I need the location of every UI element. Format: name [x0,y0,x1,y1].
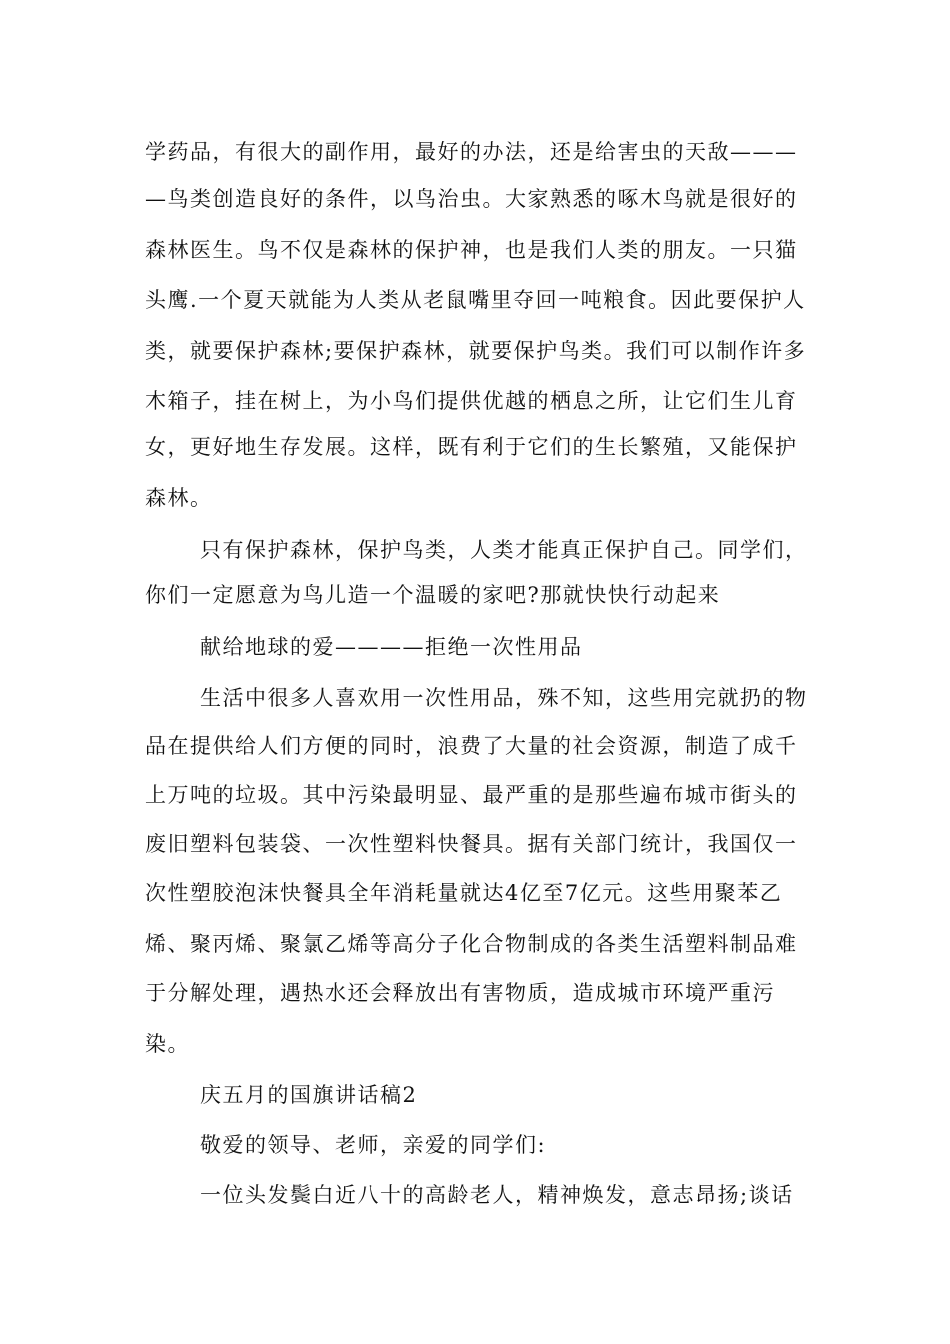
body-text-line: —鸟类创造良好的条件，以鸟治虫。大家熟悉的啄木鸟就是很好的 [145,187,798,211]
paragraph-first-line: 一位头发鬓白近八十的高龄老人，精神焕发，意志昂扬;谈话 [200,1183,794,1207]
body-text-line: 于分解处理，遇热水还会释放出有害物质，造成城市环境严重污 [145,981,775,1005]
body-text-line: 类，就要保护森林;要保护森林，就要保护鸟类。我们可以制作许多 [145,339,807,363]
body-text-line: 上万吨的垃圾。其中污染最明显、最严重的是那些遍布城市街头的 [145,783,798,807]
body-text-line: 烯、聚丙烯、聚氯乙烯等高分子化合物制成的各类生活塑料制品难 [145,932,798,956]
speech-title: 庆五月的国旗讲话稿2 [200,1083,418,1107]
body-text-line: 女，更好地生存发展。这样，既有利于它们的生长繁殖，又能保护 [145,435,798,459]
paragraph-first-line: 只有保护森林，保护鸟类，人类才能真正保护自己。同学们， [200,538,808,562]
body-text-line: 学药品，有很大的副作用，最好的办法，还是给害虫的天敌——— [145,140,798,164]
salutation: 敬爱的领导、老师，亲爱的同学们: [200,1133,547,1157]
body-text-line: 森林医生。鸟不仅是森林的保护神，也是我们人类的朋友。一只猫 [145,238,798,262]
body-text-line: 你们一定愿意为鸟儿造一个温暖的家吧?那就快快行动起来 [145,583,721,607]
body-text-line: 森林。 [145,486,213,510]
section-heading: 献给地球的爱————拒绝一次性用品 [200,635,583,659]
body-text-line: 木箱子，挂在树上，为小鸟们提供优越的栖息之所，让它们生儿育 [145,389,798,413]
body-text-line: 次性塑胶泡沫快餐具全年消耗量就达4亿至7亿元。这些用聚苯乙 [145,881,783,905]
body-text-line: 废旧塑料包装袋、一次性塑料快餐具。据有关部门统计，我国仅一 [145,832,798,856]
body-text-line: 染。 [145,1032,190,1056]
body-text-line: 头鹰.一个夏天就能为人类从老鼠嘴里夺回一吨粮食。因此要保护人 [145,288,806,312]
body-text-line: 品在提供给人们方便的同时，浪费了大量的社会资源，制造了成千 [145,734,798,758]
paragraph-first-line: 生活中很多人喜欢用一次性用品，殊不知，这些用完就扔的物 [200,686,808,710]
